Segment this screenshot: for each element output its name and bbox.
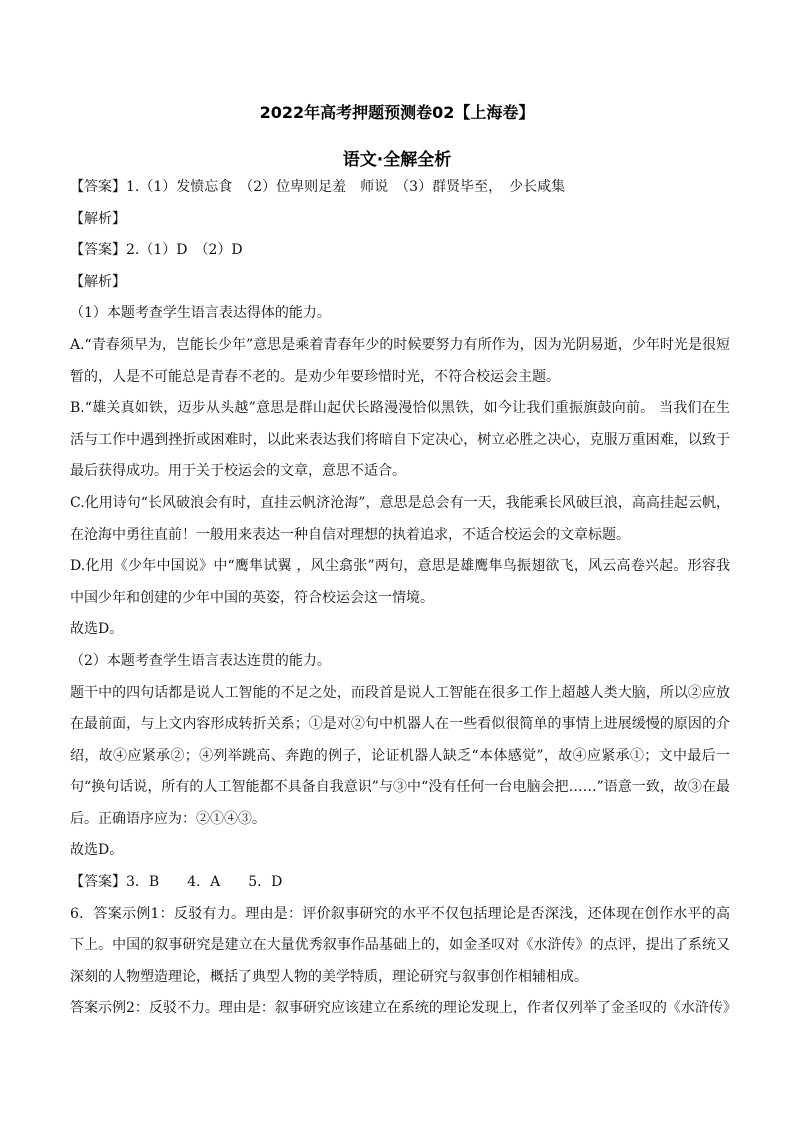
body-paragraph: 【答案】2.（1）D （2）D [70, 242, 243, 259]
body-paragraph: 【答案】1.（1）发愤忘食 （2）位卑则足羞 师说 （3）群贤毕至， 少长咸集 [70, 179, 566, 195]
body-paragraph: A.“青春须早为，岂能长少年”意思是乘着青春年少的时候要努力有所作为，因为光阴易逝，少年时光是很短暂的，人是不可能总是青春不老的。是劝少年要珍惜时光，不符合校运会主题。 [70, 336, 730, 385]
body-paragraph: 故选D。 [70, 621, 124, 638]
body-paragraph: B.“雄关真如铁，迈步从头越”意思是群山起伏长路漫漫恰似黑铁，如今让我们重振旗鼓向前。 当我们在生活与工作中遇到挫折或困难时，以此来表达我们将暗自下定决心，树立必胜之决心，克服万重困难，以致于最后获得成功。用于关于校运会的文章，意思不适合。 [70, 400, 730, 480]
document-body [70, 172, 737, 1025]
document-subtitle: 语文·全解全析 [342, 150, 452, 170]
body-paragraph: （2）本题考查学生语言表达连贯的能力。 [70, 652, 331, 669]
body-paragraph: 【解析】 [70, 273, 126, 290]
body-paragraph: 故选D。 [70, 842, 124, 859]
body-paragraph: 【解析】 [70, 210, 126, 227]
body-paragraph: 题干中的四句话都是说人工智能的不足之处，而段首是说人工智能在很多工作上超越人类大脑，所以②应放在最前面，与上文内容形成转折关系；①是对②句中机器人在一些看似很简单的事情上进展缓慢的原因的介绍，故④应紧承②；④列举跳高、奔跑的例子，论证机器人缺乏“本体感觉”，故④应紧承①；文中最后一句“换句话说，所有的人工智能都不具备自我意识”与③中“没有任何一台电脑会把……”语意一致，故③在最后。正确语序应为：②①④③。 [70, 684, 730, 827]
body-paragraph: 答案示例2：反驳不力。理由是：叙事研究应该建立在系统的理论发现上，作者仅列举了金圣叹的《水浒传》 [70, 1000, 737, 1017]
body-paragraph: D.化用《少年中国说》中“鹰隼试翼 ，风尘翕张”两句，意思是雄鹰隼鸟振翅欲飞，风云高卷兴起。形容我中国少年和创建的少年中国的英姿，符合校运会这一情境。 [70, 558, 730, 606]
body-paragraph: 6．答案示例1：反驳有力。理由是：评价叙事研究的水平不仅包括理论是否深浅，还体现在创作水平的高下上。中国的叙事研究是建立在大量优秀叙事作品基础上的，如金圣叹对《水浒传》的点评，提出了系统又深刻的人物塑造理论，概括了典型人物的美学特质，理论研究与叙事创作相辅相成。 [70, 905, 730, 985]
body-paragraph: 【答案】3．B 4．A 5．D [70, 874, 283, 891]
document-title: 2022年高考押题预测卷02【上海卷】 [259, 103, 535, 122]
body-paragraph: （1）本题考查学生语言表达得体的能力。 [70, 305, 331, 322]
body-paragraph: C.化用诗句“长风破浪会有时，直挂云帆济沧海”，意思是总会有一天，我能乘长风破巨浪，高高挂起云帆，在沧海中勇往直前！一般用来表达一种自信对理想的执着追求，不适合校运会的文章标题。 [70, 494, 730, 543]
